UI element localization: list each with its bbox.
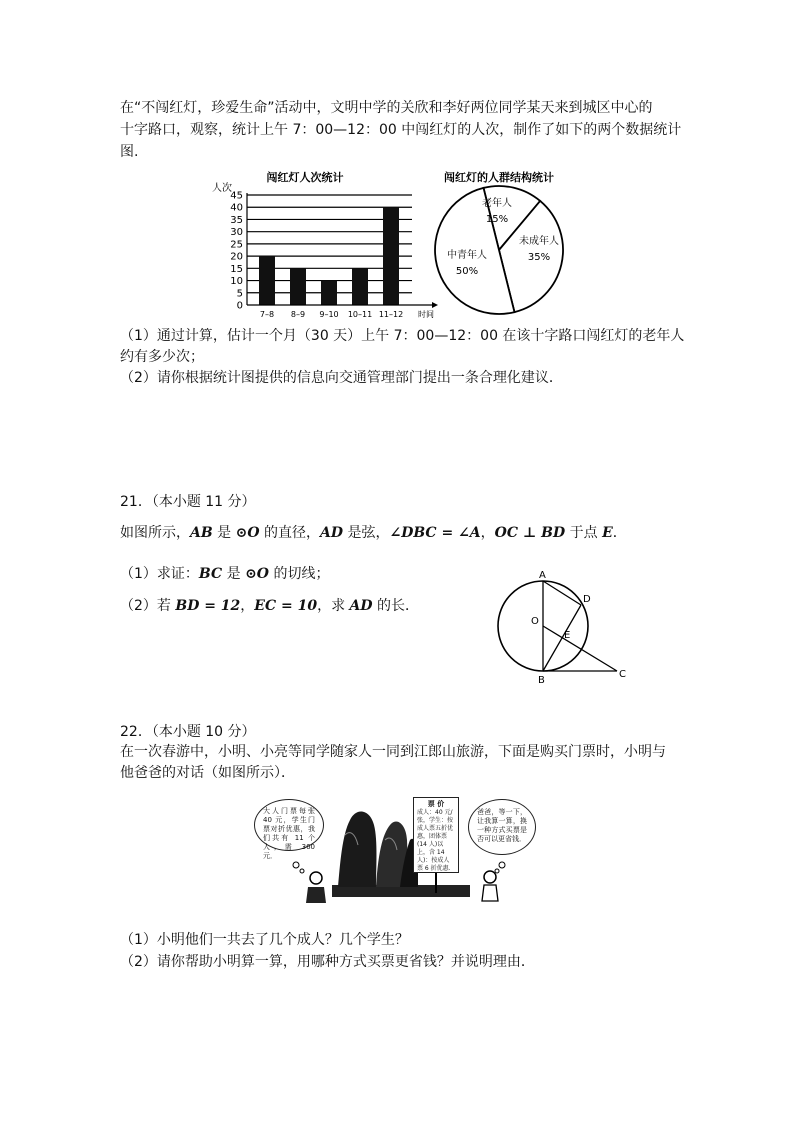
ticket-board-body: 成人：40 元/张，学生：按成人票五折优惠，团体票(14 人)以上，含 14 人)：按成人票 6 折优惠． <box>417 809 455 872</box>
circle-geometry-figure <box>495 565 635 690</box>
label-a: A <box>539 570 546 581</box>
x-tick-label: 11–12 <box>378 310 404 319</box>
y-tick-label: 25 <box>230 239 243 251</box>
intro-line-1: 在“不闯红灯，珍爱生命”活动中，文明中学的关欣和李好两位同学某天来到城区中心的 <box>120 100 653 116</box>
x-tick-label: 8–9 <box>290 310 306 319</box>
pie-chart-title: 闯红灯的人群结构统计 <box>444 171 554 184</box>
pie-percent: 35% <box>527 252 551 263</box>
label-o: O <box>531 616 539 627</box>
q21-part1: （1）求证：BC 是 ⊙O 的切线； <box>120 566 330 582</box>
y-tick-label: 15 <box>230 263 243 275</box>
q22-header: 22．（本小题 10 分） <box>120 724 256 740</box>
bar-chart-title: 闯红灯人次统计 <box>266 171 344 184</box>
y-tick-label: 20 <box>230 251 243 263</box>
y-tick-label: 40 <box>230 202 243 214</box>
x-tick-label: 9–10 <box>319 310 339 319</box>
bar-11–12 <box>383 207 399 305</box>
q21-header: 21．（本小题 11 分） <box>120 494 256 510</box>
bar-7–8 <box>259 256 275 305</box>
rock-left-icon <box>338 811 377 887</box>
q21-statement: 如图所示，AB 是 ⊙O 的直径，AD 是弦，∠DBC = ∠A，OC ⊥ BD 于点 E． <box>120 525 627 541</box>
y-tick-label: 0 <box>236 300 243 312</box>
y-tick-label: 30 <box>230 227 243 239</box>
label-e: E <box>564 630 571 641</box>
bar-y-axis-label: 人次 <box>212 183 232 194</box>
intro-line-3: 图. <box>120 144 139 160</box>
pie-label: 未成年人 <box>519 236 559 247</box>
pie-percent: 15% <box>485 214 509 225</box>
x-tick-label: 7–8 <box>259 310 275 319</box>
dialogue-illustration <box>250 795 540 903</box>
intro-line-2: 十字路口，观察，统计上午 7：00—12：00 中闯红灯的人次，制作了如下的两个数据统计 <box>120 122 682 138</box>
q20-part2: （2）请你根据统计图提供的信息向交通管理部门提出一条合理化建议． <box>120 370 563 386</box>
y-tick-label: 35 <box>230 214 243 226</box>
ticket-price-board <box>413 797 459 873</box>
bar-8–9 <box>290 268 306 305</box>
q22-line-1: 在一次春游中，小明、小亮等同学随家人一同到江郎山旅游，下面是购买门票时，小明与 <box>120 744 666 760</box>
ticket-board-title: 票 价 <box>427 800 445 808</box>
bar-10–11 <box>352 268 368 305</box>
q22-part2: （2）请你帮助小明算一算，用哪种方式买票更省钱？并说明理由． <box>120 954 535 970</box>
y-tick-label: 10 <box>230 276 243 288</box>
q21-part2: （2）若 BD = 12，EC = 10，求 AD 的长． <box>120 598 419 614</box>
label-b: B <box>538 675 545 686</box>
pie-label: 中青年人 <box>447 250 487 261</box>
pie-chart <box>425 168 590 320</box>
speech-bubble-father: 大人门票每张 40 元，学生门票对折优惠，我们共有 11 个人，需 360 元． <box>254 799 324 851</box>
y-tick-label: 5 <box>236 288 243 300</box>
speech-bubble-child: 爸爸，等一下，让我算一算，换一种方式买票是否可以更省钱． <box>468 799 536 855</box>
q22-line-2: 他爸爸的对话（如图所示）． <box>120 765 295 781</box>
q22-part1: （1）小明他们一共去了几个成人？几个学生？ <box>120 932 409 948</box>
label-c: C <box>619 669 626 680</box>
bar-chart <box>210 168 440 320</box>
bar-9–10 <box>321 281 337 305</box>
q20-part1-line2: 约有多少次； <box>120 349 204 365</box>
pie-label: 老年人 <box>482 198 512 209</box>
father-figure-icon <box>293 862 326 903</box>
x-tick-label: 10–11 <box>347 310 373 319</box>
q20-part1-line1: （1）通过计算，估计一个月（30 天）上午 7：00—12：00 在该十字路口闯红灯的老年人 <box>120 328 685 344</box>
label-d: D <box>583 594 591 605</box>
segment-oc <box>543 626 617 671</box>
child-figure-icon <box>482 862 505 901</box>
y-tick-label: 45 <box>230 190 243 202</box>
bar-x-axis-label: 时间 <box>418 310 434 319</box>
pie-percent: 50% <box>455 266 479 277</box>
